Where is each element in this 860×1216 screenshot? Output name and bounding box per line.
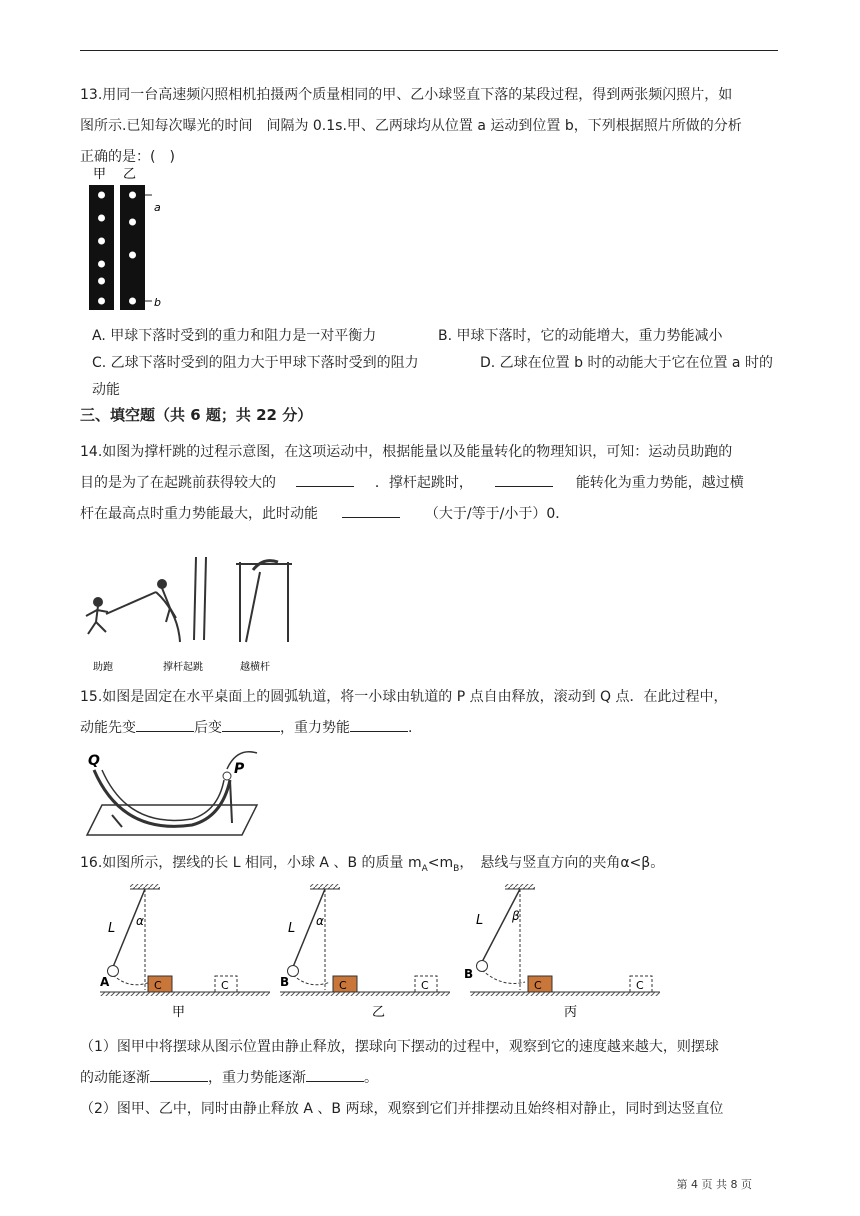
q14-pole-vault-figure [78, 552, 308, 677]
q13-option-d[interactable]: D. 乙球在位置 b 时的动能大于它在位置 a 时的 [480, 355, 773, 371]
q13-strobe-figure [85, 165, 175, 315]
section-heading: 三、填空题（共 6 题；共 22 分） [80, 406, 313, 424]
q14-blank-3[interactable] [342, 517, 400, 518]
vaulter-figure [156, 557, 206, 642]
q15-text [80, 682, 780, 744]
pendulum-jia [100, 884, 270, 1020]
strip-yi [120, 185, 145, 310]
q13-line3: 正确的是：( ) [80, 149, 175, 165]
fig16-cap-yi: 乙 [372, 1005, 386, 1020]
q16-sub-a: A [421, 863, 428, 874]
q13-line2: 图所示.已知每次曝光的时间 间隔为 0.1s.甲、乙两球均从位置 a 运动到位置 b，下列根据照片所做的分析 [80, 118, 742, 134]
q16-sub2-line1: （2）图甲、乙中，同时由静止释放 A 、B 两球，观察到它们并排摆动且始终相对静止，同时到达竖直位 [80, 1101, 724, 1117]
q16-text [80, 848, 780, 885]
runner-figure [86, 592, 156, 634]
fig13-mark-b: b [154, 296, 161, 309]
q15-blank-3[interactable] [350, 731, 408, 732]
q15-blank-1[interactable] [136, 731, 194, 732]
q14-line2a: 目的是为了在起跳前获得较大的 [80, 475, 276, 491]
fig15-label-q: Q [88, 753, 100, 769]
yi-label-alpha: α [316, 914, 324, 928]
q16-sub1-line1: （1）图甲中将摆球从图示位置由静止释放，摆球向下摆动的过程中，观察到它的速度越来越大，则摆球 [80, 1039, 719, 1055]
q16-sub1-line2c: 。 [364, 1070, 378, 1086]
q15-blank-2[interactable] [222, 731, 280, 732]
bing-label-B: B [464, 967, 474, 981]
ball-p [223, 772, 231, 780]
q14-line3 [80, 499, 780, 530]
bing-label-beta: β [512, 909, 520, 923]
fig13-label-jia: 甲 [93, 167, 107, 182]
q15-arc-track-figure [82, 745, 262, 840]
header-rule [80, 50, 778, 51]
fig16-cap-bing: 丙 [564, 1005, 578, 1020]
q16-blank-2[interactable] [306, 1081, 364, 1082]
q16-sub1-line2 [80, 1063, 780, 1094]
q15-line2c: ，重力势能 [280, 720, 350, 736]
q13-option-c[interactable]: C. 乙球下落时受到的阻力大于甲球下落时受到的阻力 [92, 355, 419, 371]
q16-sub1-line2a: 的动能逐渐 [80, 1070, 150, 1086]
q16-lt: <m [427, 855, 454, 871]
q13-text [80, 80, 780, 173]
fig15-label-p: P [234, 761, 245, 777]
q13-line1: 13.用同一台高速频闪照相机拍摄两个质量相同的甲、乙小球竖直下落的某段过程，得到两张频闪照片，如 [80, 87, 733, 103]
yi-target-C: C [421, 979, 429, 992]
q16-sub1-line2b: ，重力势能逐渐 [208, 1070, 306, 1086]
q13-option-a[interactable]: A. 甲球下落时受到的重力和阻力是一对平衡力 [92, 328, 377, 344]
q15-line2a: 动能先变 [80, 720, 136, 736]
strip-jia [89, 185, 114, 310]
q14-line2c: 能转化为重力势能，越过横 [575, 475, 744, 491]
q14-line2 [80, 468, 780, 499]
q14-blank-2[interactable] [495, 486, 553, 487]
q15-line2b: 后变 [194, 720, 222, 736]
bing-label-L: L [476, 913, 484, 928]
fig13-label-yi: 乙 [123, 167, 137, 182]
pendulum-yi [280, 884, 450, 1020]
fig14-cap-bar: 越横杆 [240, 662, 270, 673]
pendulum-bing [464, 884, 660, 1020]
fig14-cap-vault: 撑杆起跳 [163, 662, 203, 673]
yi-label-B: B [280, 975, 290, 989]
fig16-cap-jia: 甲 [172, 1005, 186, 1020]
jia-label-A: A [100, 975, 110, 989]
q16-line1b: ， 悬线与竖直方向的夹角α<β。 [459, 855, 665, 871]
q14-blank-1[interactable] [296, 486, 354, 487]
q16-sub-b: B [453, 863, 460, 874]
page-footer: 第 4 页 共 8 页 [676, 1178, 752, 1191]
q13-option-d-cont: 动能 [92, 382, 120, 398]
q14-line3b: （大于/等于/小于）0． [424, 506, 570, 522]
q16-line1 [80, 848, 780, 885]
q15-line2d: . [408, 720, 413, 736]
jia-label-alpha: α [136, 914, 144, 928]
q15-line1: 15.如图是固定在水平桌面上的圆弧轨道，将一小球由轨道的 P 点自由释放，滚动到 Q 点．在此过程中， [80, 689, 728, 705]
jia-label-L: L [108, 921, 116, 936]
jia-block-C: C [154, 979, 162, 992]
fig13-mark-a: a [154, 201, 161, 214]
bing-target-C: C [636, 979, 644, 992]
q16-subquestions [80, 1032, 780, 1125]
bing-block-C: C [534, 979, 542, 992]
q15-line2 [80, 713, 780, 744]
yi-block-C: C [339, 979, 347, 992]
q14-text [80, 437, 780, 530]
bar-figure [236, 561, 292, 642]
q16-pendulum-figure [90, 882, 790, 1022]
jia-target-C: C [221, 979, 229, 992]
q16-line1a: 16.如图所示，摆线的长 L 相同，小球 A 、B 的质量 m [80, 855, 422, 871]
q13-option-b[interactable]: B. 甲球下落时，它的动能增大，重力势能减小 [438, 328, 723, 344]
yi-label-L: L [288, 921, 296, 936]
q16-blank-1[interactable] [150, 1081, 208, 1082]
q14-line3a: 杆在最高点时重力势能最大，此时动能 [80, 506, 318, 522]
q14-line1: 14.如图为撑杆跳的过程示意图，在这项运动中，根据能量以及能量转化的物理知识，可知：运动员助跑的 [80, 444, 733, 460]
q14-line2b: ．撑杆起跳时， [374, 475, 473, 491]
fig14-cap-run: 助跑 [93, 662, 113, 673]
